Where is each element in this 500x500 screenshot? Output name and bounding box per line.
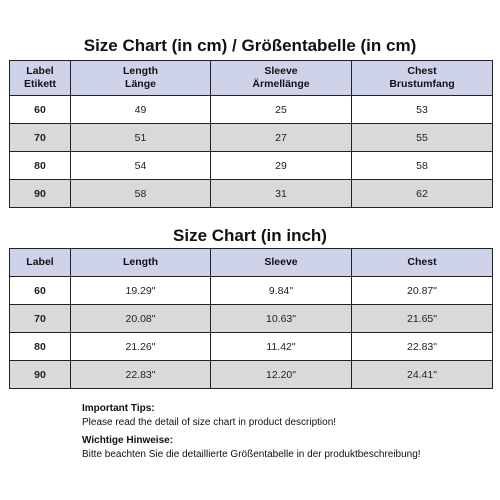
sleeve-cell: 9.84" <box>211 277 352 305</box>
table-row <box>10 333 493 361</box>
length-cell: 54 <box>71 152 211 180</box>
length-cell: 19.29" <box>71 277 211 305</box>
length-cell: 20.08" <box>71 305 211 333</box>
header-label: Label <box>10 249 71 277</box>
length-cell: 22.83" <box>71 361 211 389</box>
label-cell: 60 <box>10 277 71 305</box>
chest-cell: 21.65" <box>352 305 493 333</box>
label-cell: 80 <box>10 152 71 180</box>
sleeve-cell: 12.20" <box>211 361 352 389</box>
sleeve-cell: 27 <box>211 124 352 152</box>
chest-cell: 62 <box>352 180 493 208</box>
cm-chart-title: Size Chart (in cm) / Größentabelle (in cm) <box>83 36 417 55</box>
length-cell: 21.26" <box>71 333 211 361</box>
length-cell: 51 <box>71 124 211 152</box>
tips-text-en: Please read the detail of size chart in product description! <box>82 416 337 428</box>
header-sleeve: Sleeve Ärmellänge <box>211 61 352 96</box>
chest-cell: 58 <box>352 152 493 180</box>
header-chest: Chest <box>352 249 493 277</box>
wichtige-hinweise <box>82 434 421 461</box>
header-label: Label Etikett <box>10 61 71 96</box>
cm-size-table <box>9 60 493 208</box>
tips-heading-en: Important Tips: <box>82 403 155 414</box>
table-row <box>10 277 493 305</box>
chest-cell: 53 <box>352 96 493 124</box>
header-length: Length Länge <box>71 61 211 96</box>
table-header-row <box>10 249 493 277</box>
tips-text-de: Bitte beachten Sie die detaillierte Größentabelle in der produktbeschreibung! <box>82 448 421 460</box>
inch-chart-title: Size Chart (in inch) <box>173 226 327 245</box>
label-cell: 60 <box>10 96 71 124</box>
header-length: Length <box>71 249 211 277</box>
label-cell: 70 <box>10 124 71 152</box>
table-row <box>10 96 493 124</box>
label-cell: 90 <box>10 361 71 389</box>
sleeve-cell: 10.63" <box>211 305 352 333</box>
table-row <box>10 124 493 152</box>
inch-size-table <box>9 248 493 389</box>
sleeve-cell: 31 <box>211 180 352 208</box>
important-tips <box>82 402 336 429</box>
sleeve-cell: 29 <box>211 152 352 180</box>
length-cell: 58 <box>71 180 211 208</box>
header-sleeve: Sleeve <box>211 249 352 277</box>
length-cell: 49 <box>71 96 211 124</box>
label-cell: 70 <box>10 305 71 333</box>
header-chest: Chest Brustumfang <box>352 61 493 96</box>
tips-heading-de: Wichtige Hinweise: <box>82 435 174 446</box>
table-row <box>10 152 493 180</box>
table-row <box>10 180 493 208</box>
chest-cell: 22.83" <box>352 333 493 361</box>
chest-cell: 20.87" <box>352 277 493 305</box>
label-cell: 80 <box>10 333 71 361</box>
label-cell: 90 <box>10 180 71 208</box>
table-row <box>10 361 493 389</box>
sleeve-cell: 25 <box>211 96 352 124</box>
chest-cell: 24.41" <box>352 361 493 389</box>
table-row <box>10 305 493 333</box>
table-header-row <box>10 61 493 96</box>
sleeve-cell: 11.42" <box>211 333 352 361</box>
chest-cell: 55 <box>352 124 493 152</box>
